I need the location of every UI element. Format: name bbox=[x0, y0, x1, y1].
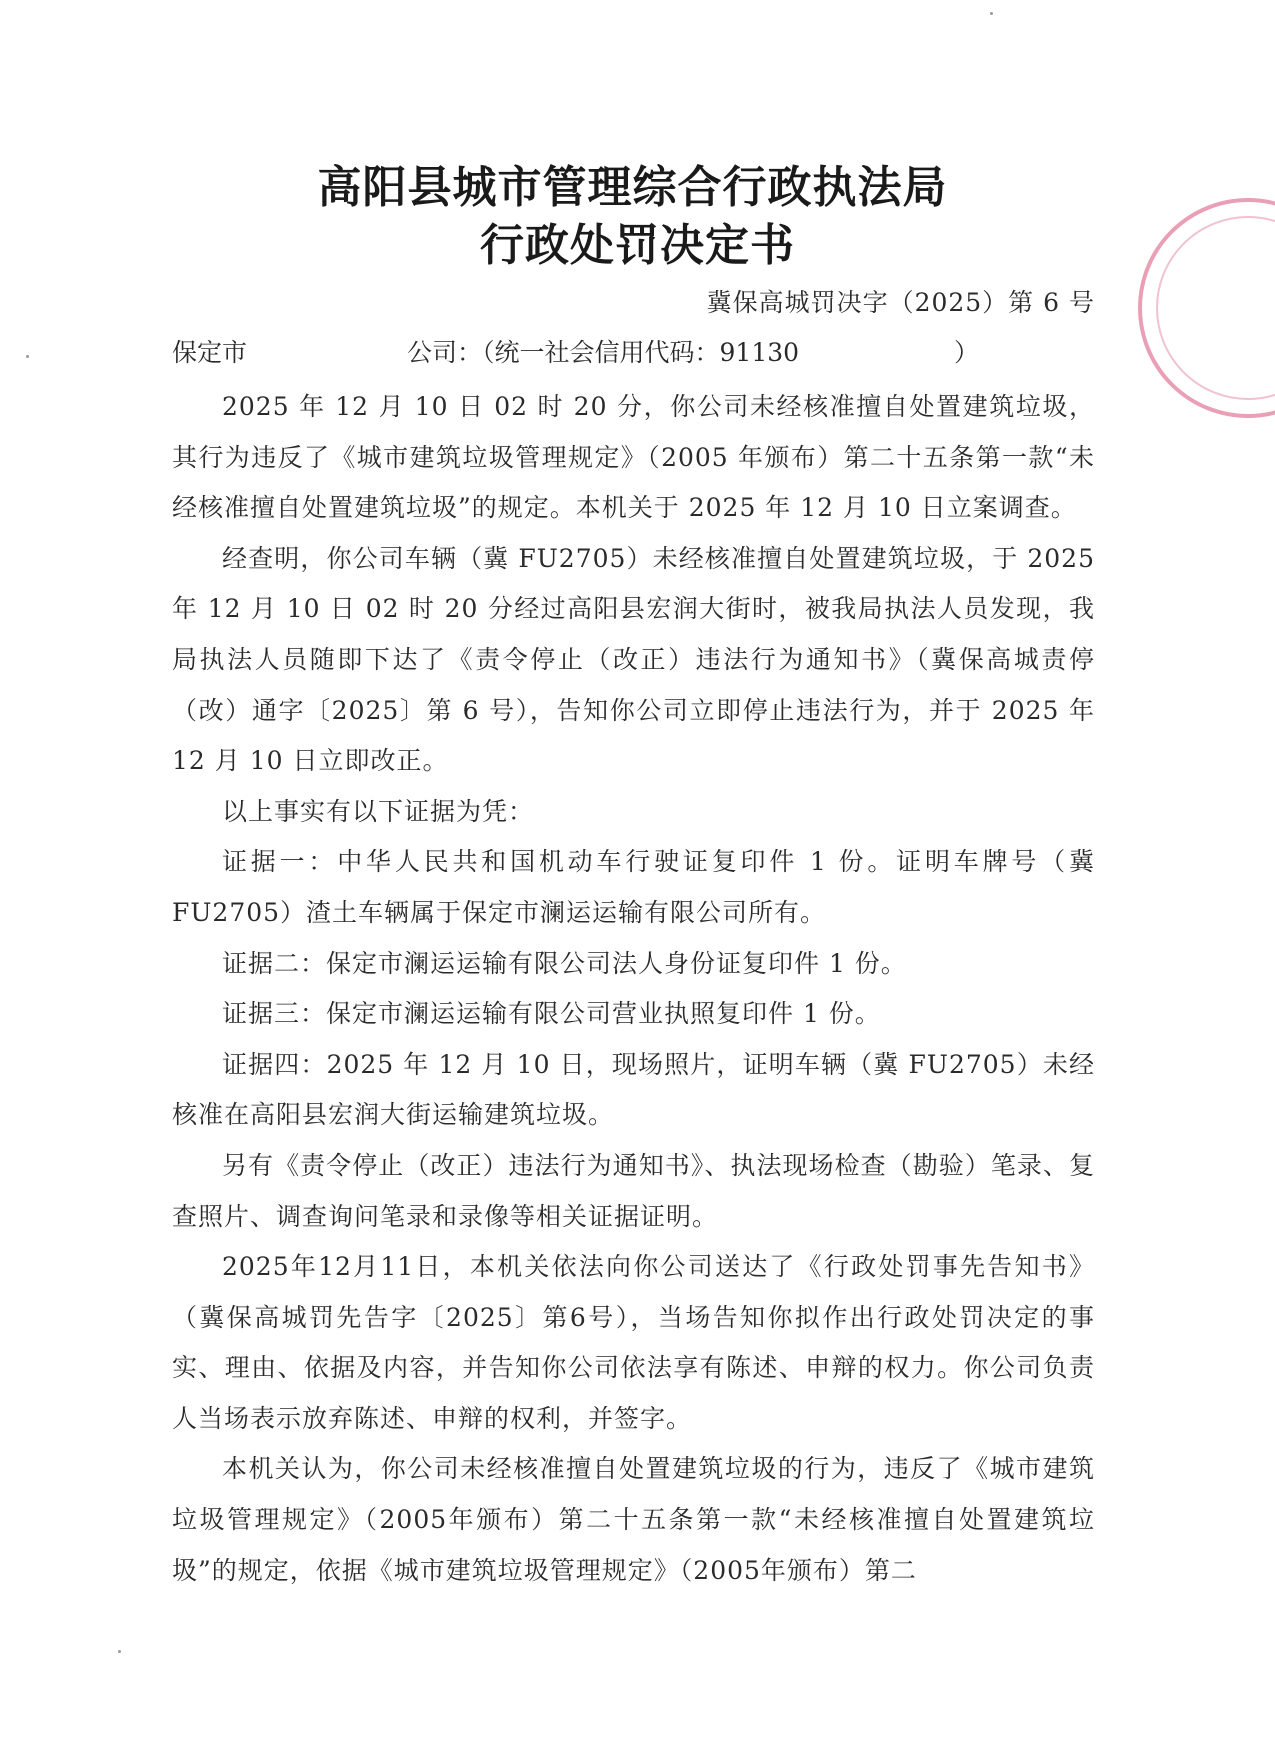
paragraph-evidence-1: 证据一：中华人民共和国机动车行驶证复印件 1 份。证明车牌号（冀 FU2705）渣土车辆属于保定市澜运运输有限公司所有。 bbox=[172, 847, 1095, 927]
addressee-credit-code: 公司：（统一社会信用代码：91130 bbox=[407, 338, 800, 367]
paragraph-investigation: 经查明，你公司车辆（冀 FU2705）未经核准擅自处置建筑垃圾，于 2025 年 12 月 10 日 02 时 20 分经过高阳县宏润大街时，被我局执法人员发现，我局执法人员随即下达了《责令停止（改正）违法行为通知书》（冀保高城责停（改）通字〔2025〕第 6 号），告知你公司立即停止违法行为，并于 2025 年 12 月 10 日立即改正。 bbox=[172, 543, 1095, 776]
addressee-prefix: 保定市 bbox=[172, 338, 248, 367]
document-number: 冀保高城罚决字（2025）第 6 号 bbox=[706, 288, 1095, 317]
scan-speck bbox=[118, 1650, 121, 1653]
paragraph-evidence-2: 证据二：保定市澜运运输有限公司法人身份证复印件 1 份。 bbox=[222, 948, 907, 978]
paragraph-evidence-intro: 以上事实有以下证据为凭： bbox=[222, 796, 535, 826]
document-title-line2: 行政处罚决定书 bbox=[480, 220, 795, 271]
document-body bbox=[172, 382, 1095, 1596]
addressee-line bbox=[172, 333, 979, 369]
official-seal-inner-ring bbox=[1156, 216, 1275, 400]
paragraph-evidence-4: 证据四：2025 年 12 月 10 日，现场照片，证明车辆（冀 FU2705）未经核准在高阳县宏润大街运输建筑垃圾。 bbox=[172, 1049, 1095, 1130]
paragraph-conclusion: 本机关认为，你公司未经核准擅自处置建筑垃圾的行为，违反了《城市建筑垃圾管理规定》（2005年颁布）第二十五条第一款“未经核准擅自处置建筑垃圾”的规定，依据《城市建筑垃圾管理规定》（2005年颁布）第二 bbox=[172, 1454, 1095, 1585]
document-title-line1: 高阳县城市管理综合行政执法局 bbox=[317, 162, 948, 213]
scan-speck bbox=[990, 12, 993, 15]
paragraph-facts: 2025 年 12 月 10 日 02 时 20 分，你公司未经核准擅自处置建筑垃圾，其行为违反了《城市建筑垃圾管理规定》（2005 年颁布）第二十五条第一款“未经核准擅自处置建筑垃圾”的规定。本机关于 2025 年 12 月 10 日立案调查。 bbox=[172, 392, 1095, 523]
paragraph-evidence-3: 证据三：保定市澜运运输有限公司营业执照复印件 1 份。 bbox=[222, 999, 881, 1029]
addressee-close: ） bbox=[954, 338, 980, 367]
paragraph-other-evidence: 另有《责令停止（改正）违法行为通知书》、执法现场检查（勘验）笔录、复查照片、调查询问笔录和录像等相关证据证明。 bbox=[172, 1150, 1095, 1231]
scan-speck bbox=[26, 355, 29, 358]
paragraph-notice: 2025年12月11日，本机关依法向你公司送达了《行政处罚事先告知书》（冀保高城罚先告字〔2025〕第6号），当场告知你拟作出行政处罚决定的事实、理由、依据及内容，并告知你公司依法享有陈述、申辩的权力。你公司负责人当场表示放弃陈述、申辩的权利，并签字。 bbox=[172, 1252, 1095, 1433]
